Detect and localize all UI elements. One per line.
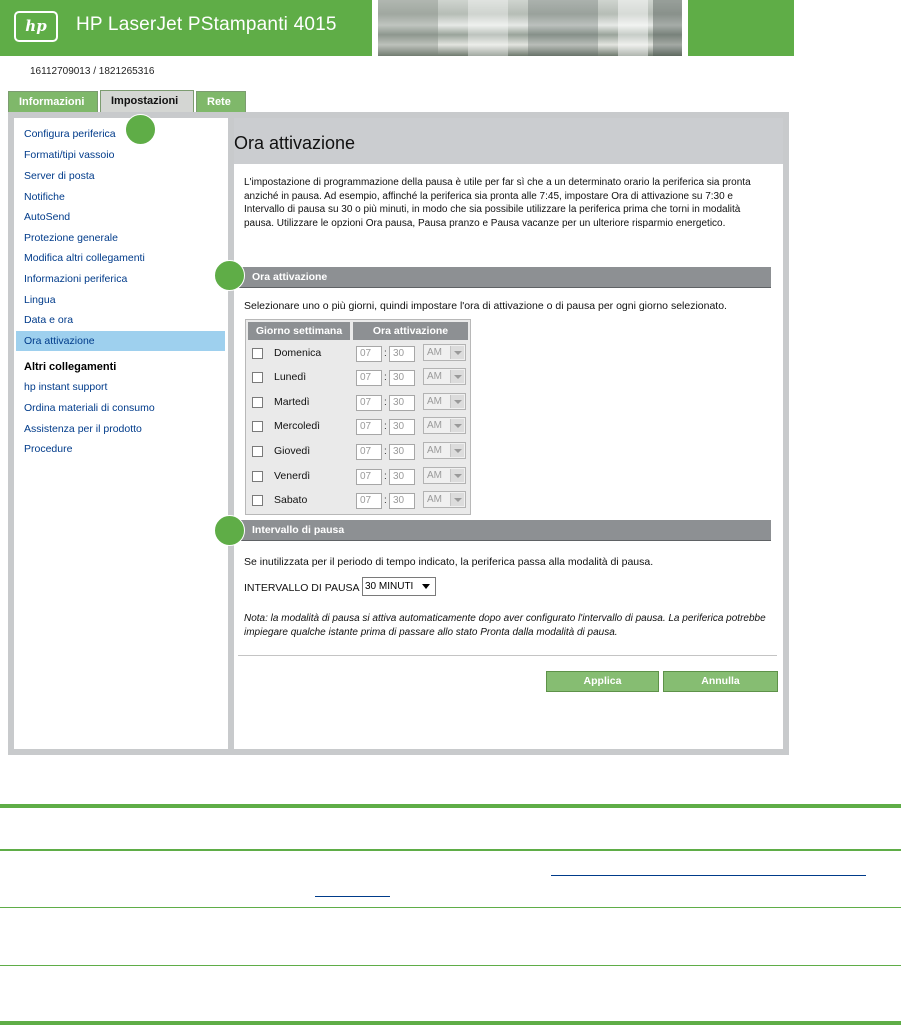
ip-address: 16112709013 / 1821265316: [30, 66, 155, 77]
table-header-rule: [0, 849, 901, 851]
apply-button[interactable]: Applica: [546, 671, 659, 692]
callout-marker: [214, 260, 245, 291]
intro-text: L'impostazione di programmazione della pausa è utile per far sì che a un determinato orario la periferica sia pronta anziché in pausa. Ad esempio, affinché la periferica sia pronta alle 7:45, impostare Ora di attivazione su 7:30 e Intervallo di pausa su 30 o più minuti, in modo che sia possibile utilizzare la periferica prima che torni in modalità pausa. Utilizzare le opzioni Ora pausa, Pausa pranzo e Pausa vacanze per un ulteriore risparmio energetico.: [244, 177, 751, 229]
chevron-down-icon: [450, 370, 464, 383]
ampm-value: AM: [427, 420, 442, 431]
sidebar-item-formati-tipi-vassoio[interactable]: Formati/tipi vassoio: [24, 149, 115, 161]
chevron-down-icon: [450, 444, 464, 457]
hp-logo: hp: [14, 11, 58, 42]
ampm-value: AM: [427, 371, 442, 382]
day-label: Giovedì: [274, 445, 311, 457]
chevron-down-icon: [450, 395, 464, 408]
checkbox-mercoledi[interactable]: [252, 421, 263, 432]
ampm-select[interactable]: [423, 417, 466, 434]
wake-section-heading: Ora attivazione: [252, 271, 328, 283]
hour-input[interactable]: 07: [356, 370, 382, 386]
hour-input[interactable]: 07: [356, 444, 382, 460]
tab-rete[interactable]: Rete: [196, 91, 246, 112]
ampm-select[interactable]: [423, 344, 466, 361]
checkbox-domenica[interactable]: [252, 348, 263, 359]
day-label: Domenica: [274, 347, 322, 359]
chevron-down-icon: [419, 580, 433, 593]
day-label: Mercoledì: [274, 420, 321, 432]
sidebar-item-notifiche[interactable]: Notifiche: [24, 191, 65, 203]
table-bottom-rule: [0, 1021, 901, 1025]
minute-input[interactable]: 30: [389, 395, 415, 411]
hour-input[interactable]: 07: [356, 395, 382, 411]
link-underline: [551, 875, 866, 876]
time-separator: :: [384, 348, 387, 359]
hour-input[interactable]: 07: [356, 493, 382, 509]
sidebar-link-hp-instant-support[interactable]: hp instant support: [24, 381, 108, 393]
banner-right: [688, 0, 794, 56]
sleep-interval-value: 30 MINUTI: [365, 581, 414, 592]
sidebar-item-protezione-generale[interactable]: Protezione generale: [24, 232, 118, 244]
minute-input[interactable]: 30: [389, 444, 415, 460]
sleep-note: Nota: la modalità di pausa si attiva automaticamente dopo aver configurato l'intervallo di pausa. La periferica potrebbe impiegare qualche istante prima di passare allo stato Pronta dalla modalità di pausa.: [244, 613, 766, 638]
day-label: Martedì: [274, 396, 310, 408]
sidebar-item-configura-periferica[interactable]: Configura periferica: [24, 128, 116, 140]
sidebar-item-autosend[interactable]: AutoSend: [24, 211, 71, 223]
chevron-down-icon: [450, 346, 464, 359]
time-separator: :: [384, 446, 387, 457]
minute-input[interactable]: 30: [389, 419, 415, 435]
ampm-value: AM: [427, 347, 442, 358]
tab-impostazioni[interactable]: Impostazioni: [100, 90, 194, 113]
sleep-description: Se inutilizzata per il periodo di tempo indicato, la periferica passa alla modalità di pausa.: [244, 556, 654, 568]
checkbox-giovedi[interactable]: [252, 446, 263, 457]
hour-input[interactable]: 07: [356, 419, 382, 435]
ampm-select[interactable]: [423, 368, 466, 385]
minute-input[interactable]: 30: [389, 469, 415, 485]
sleep-interval-select[interactable]: [362, 577, 436, 596]
ampm-select[interactable]: [423, 491, 466, 508]
column-header-time: Ora attivazione: [353, 322, 468, 340]
sidebar-link-ordina-materiali[interactable]: Ordina materiali di consumo: [24, 402, 155, 414]
sidebar-item-server-di-posta[interactable]: Server di posta: [24, 170, 95, 182]
ampm-value: AM: [427, 470, 442, 481]
callout-marker: [214, 515, 245, 546]
checkbox-lunedi[interactable]: [252, 372, 263, 383]
time-separator: :: [384, 372, 387, 383]
column-header-day: Giorno settimana: [248, 322, 350, 340]
ampm-value: AM: [427, 494, 442, 505]
page-title: Ora attivazione: [234, 133, 356, 153]
chevron-down-icon: [450, 493, 464, 506]
checkbox-venerdi[interactable]: [252, 471, 263, 482]
sidebar-link-procedure[interactable]: Procedure: [24, 443, 73, 455]
table-row-rule: [0, 907, 901, 908]
checkbox-sabato[interactable]: [252, 495, 263, 506]
link-underline: [315, 896, 390, 897]
wake-description: Selezionare uno o più giorni, quindi impostare l'ora di attivazione o di pausa per ogni giorno selezionato.: [244, 300, 727, 312]
table-top-rule: [0, 804, 901, 808]
sleep-interval-label: INTERVALLO DI PAUSA: [244, 582, 360, 594]
callout-marker: [125, 114, 156, 145]
ampm-select[interactable]: [423, 393, 466, 410]
sidebar-item-data-e-ora[interactable]: Data e ora: [24, 314, 74, 326]
cancel-button[interactable]: Annulla: [663, 671, 778, 692]
hour-input[interactable]: 07: [356, 469, 382, 485]
chevron-down-icon: [450, 469, 464, 482]
separator: [238, 655, 777, 656]
table-row-rule: [0, 965, 901, 966]
minute-input[interactable]: 30: [389, 370, 415, 386]
sidebar-item-modifica-altri-collegamenti[interactable]: Modifica altri collegamenti: [24, 252, 145, 264]
ampm-value: AM: [427, 445, 442, 456]
ampm-select[interactable]: [423, 442, 466, 459]
time-separator: :: [384, 421, 387, 432]
sidebar: [14, 118, 228, 749]
time-separator: :: [384, 397, 387, 408]
hour-input[interactable]: 07: [356, 346, 382, 362]
chevron-down-icon: [450, 419, 464, 432]
sidebar-item-informazioni-periferica[interactable]: Informazioni periferica: [24, 273, 128, 285]
minute-input[interactable]: 30: [389, 493, 415, 509]
minute-input[interactable]: 30: [389, 346, 415, 362]
sidebar-item-lingua[interactable]: Lingua: [24, 294, 56, 306]
product-title: HP LaserJet PStampanti 4015: [76, 14, 337, 35]
checkbox-martedi[interactable]: [252, 397, 263, 408]
sidebar-item-ora-attivazione[interactable]: Ora attivazione: [24, 335, 95, 347]
sleep-section-heading: Intervallo di pausa: [252, 524, 345, 536]
sidebar-link-assistenza-prodotto[interactable]: Assistenza per il prodotto: [24, 423, 142, 435]
tab-informazioni[interactable]: Informazioni: [8, 91, 98, 112]
time-separator: :: [384, 495, 387, 506]
day-label: Venerdì: [274, 470, 311, 482]
ampm-select[interactable]: [423, 467, 466, 484]
day-label: Sabato: [274, 494, 308, 506]
time-separator: :: [384, 471, 387, 482]
banner-photo: [378, 0, 682, 56]
day-label: Lunedì: [274, 371, 307, 383]
ampm-value: AM: [427, 396, 442, 407]
other-links-heading: Altri collegamenti: [24, 361, 117, 373]
